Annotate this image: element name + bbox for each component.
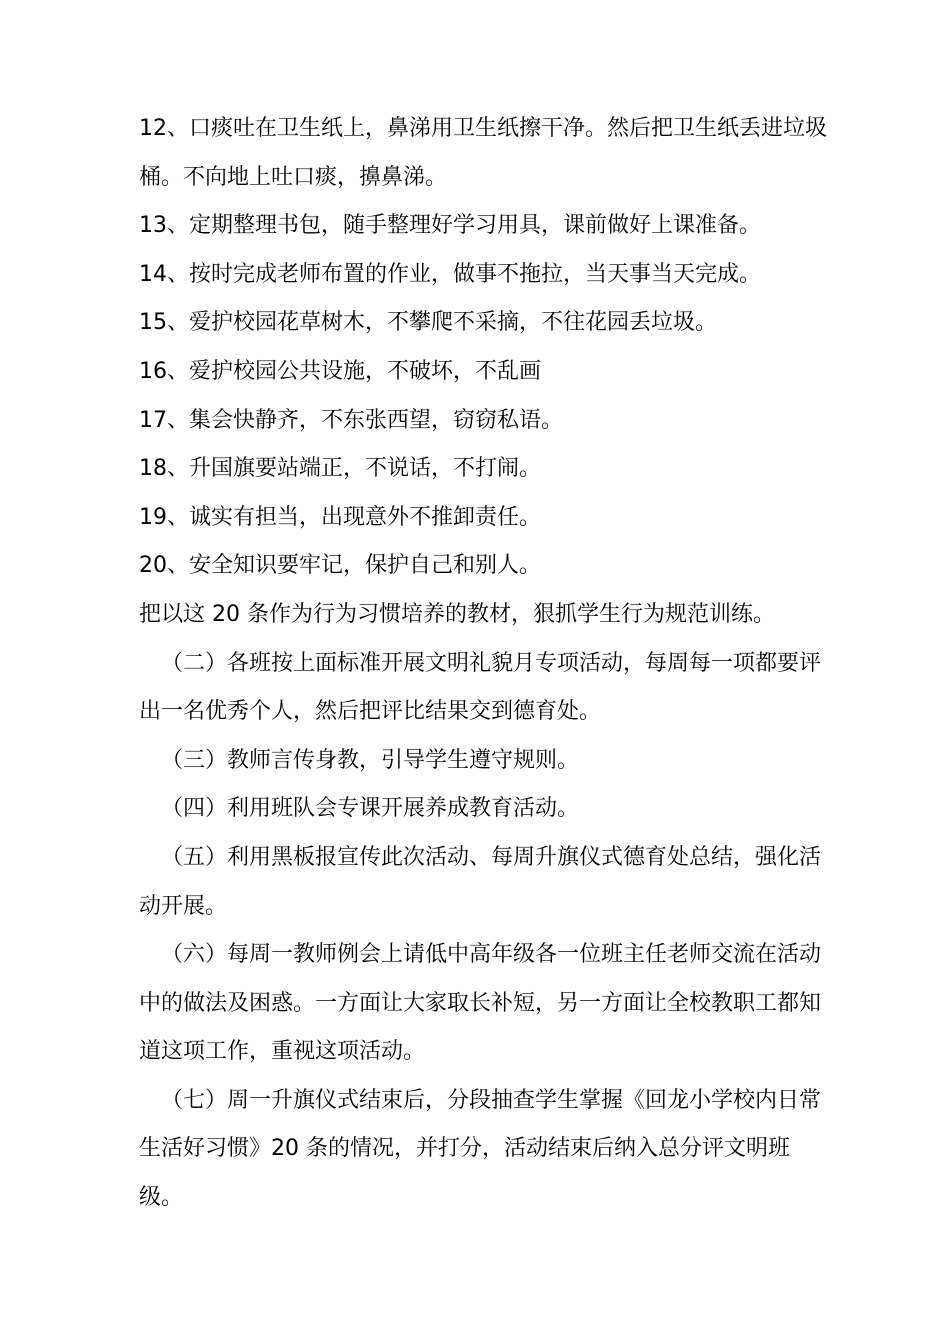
document-body — [139, 105, 829, 1223]
section-5-paragraph: （五）利用黑板报宣传此次活动、每周升旗仪式德育处总结，强化活动开展。 — [139, 844, 822, 919]
section-2-paragraph: （二）各班按上面标准开展文明礼貌月专项活动，每周每一项都要评出一名优秀个人，然后把评比结果交到德育处。 — [139, 650, 822, 725]
section-4-paragraph: （四）利用班队会专课开展养成教育活动。 — [161, 796, 580, 822]
section-7-paragraph: （七）周一升旗仪式结束后，分段抽查学生掌握《回龙小学校内日常生活好习惯》20 条的情况，并打分，活动结束后纳入总分评文明班级。 — [139, 1087, 822, 1211]
rule-item-20: 20、安全知识要牢记，保护自己和别人。 — [139, 553, 541, 579]
rule-item-14: 14、按时完成老师布置的作业，做事不拖拉，当天事当天完成。 — [139, 261, 761, 287]
rule-item-16: 16、爱护校园公共设施，不破坏，不乱画 — [139, 358, 541, 384]
section-6-paragraph: （六）每周一教师例会上请低中高年级各一位班主任老师交流在活动中的做法及困惑。一方面让大家取长补短，另一方面让全校教职工都知道这项工作，重视这项活动。 — [139, 942, 822, 1065]
rule-item-13: 13、定期整理书包，随手整理好学习用具，课前做好上课准备。 — [139, 213, 761, 239]
rule-item-17: 17、集会快静齐，不东张西望，窃窃私语。 — [139, 407, 563, 433]
rule-item-19: 19、诚实有担当，出现意外不推卸责任。 — [139, 504, 541, 530]
rule-item-12: 12、口痰吐在卫生纸上，鼻涕用卫生纸擦干净。然后把卫生纸丢进垃圾桶。不向地上吐口痰，擤鼻涕。 — [139, 116, 827, 190]
rule-item-15: 15、爱护校园花草树木，不攀爬不采摘，不往花园丢垃圾。 — [139, 310, 717, 336]
section-3-paragraph: （三）教师言传身教，引导学生遵守规则。 — [161, 747, 580, 773]
rule-item-18: 18、升国旗要站端正，不说话，不打闹。 — [139, 456, 541, 482]
summary-paragraph: 把以这 20 条作为行为习惯培养的教材，狠抓学生行为规范训练。 — [139, 601, 775, 627]
